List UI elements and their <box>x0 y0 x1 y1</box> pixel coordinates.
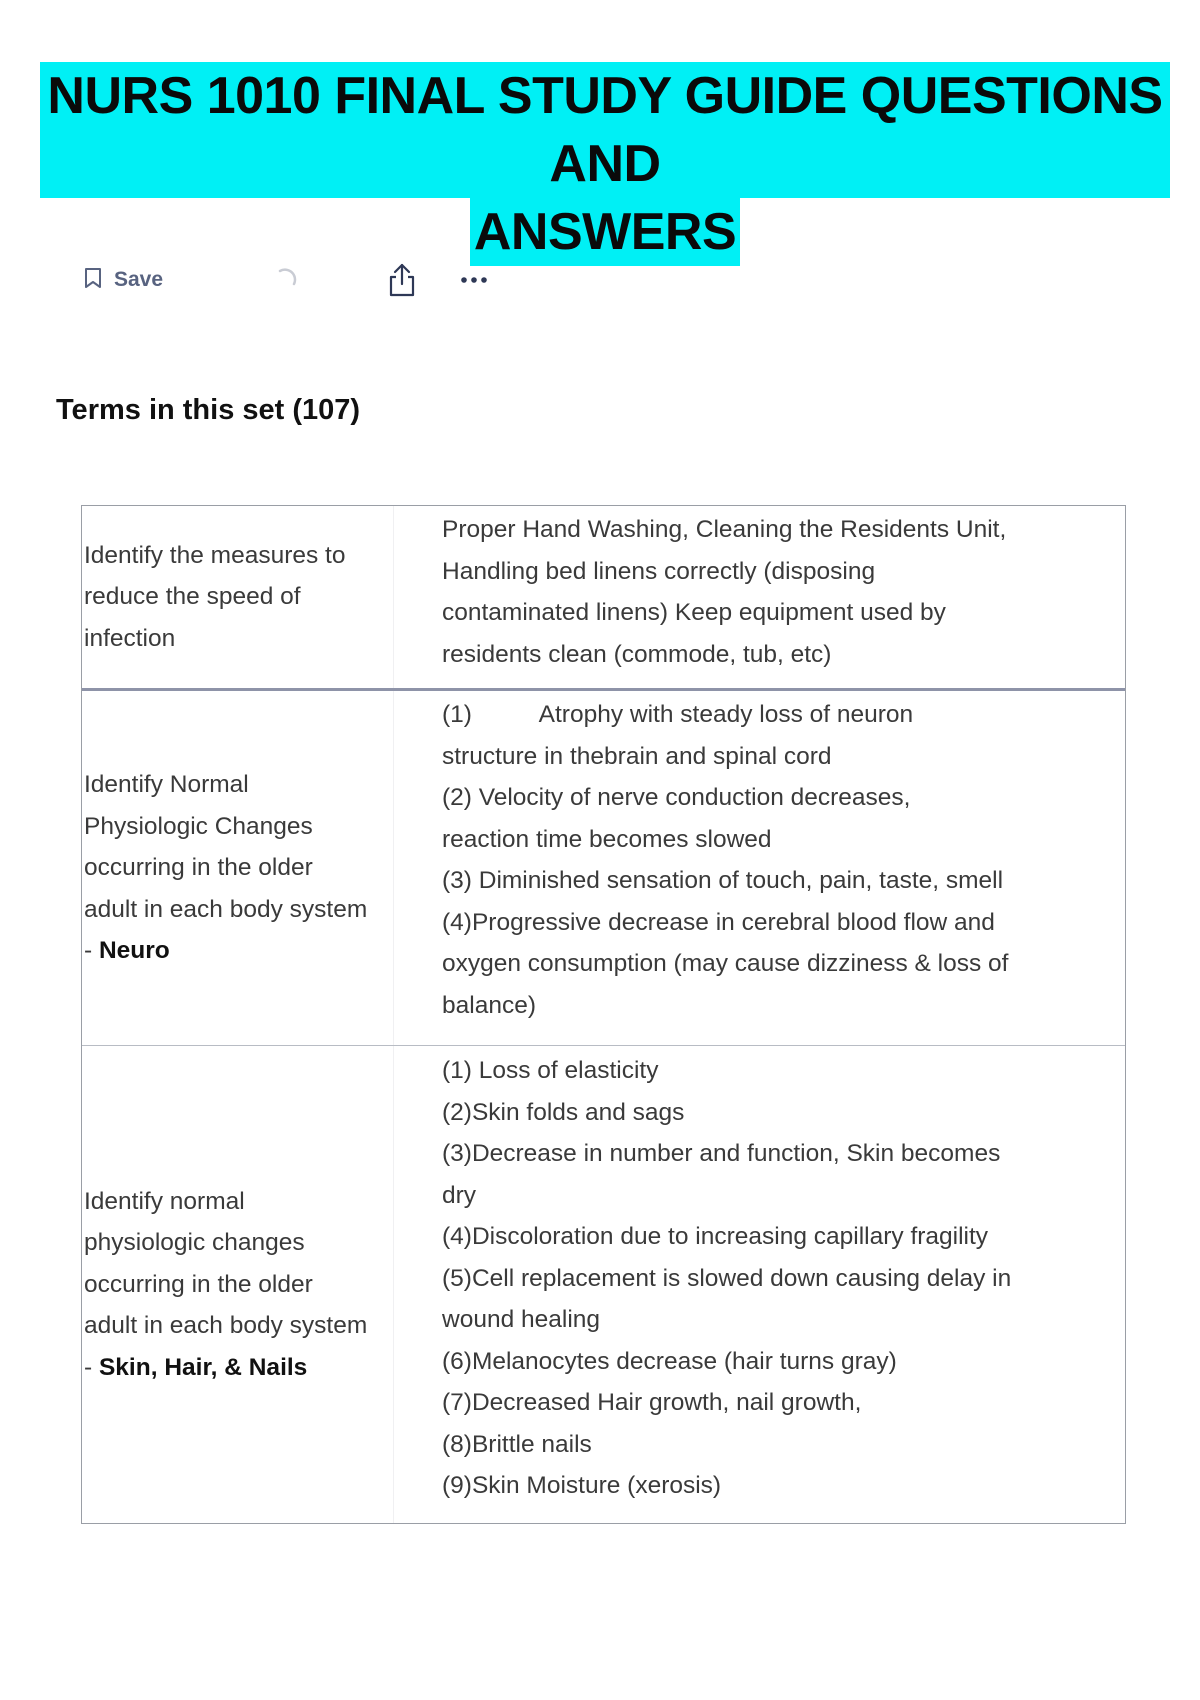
definition-line: structure in thebrain and spinal cord <box>442 742 832 770</box>
term-text-line: reduce the speed of <box>84 583 301 611</box>
terms-heading: Terms in this set (107) <box>56 394 361 426</box>
term-text-line: occurring in the older <box>84 1270 313 1298</box>
term-cell <box>82 691 394 1045</box>
definition-line: (3) Diminished sensation of touch, pain, taste, smell <box>442 867 1004 894</box>
set-toolbar <box>84 262 514 298</box>
save-button[interactable] <box>84 262 163 298</box>
definition-line: wound healing <box>442 1306 601 1333</box>
terms-table <box>81 505 1126 1524</box>
term-text-line: infection <box>84 624 176 652</box>
definition-line: (4)Discoloration due to increasing capillary fragility <box>442 1223 989 1250</box>
bookmark-icon <box>84 267 102 294</box>
term-text-line: adult in each body system <box>84 895 368 923</box>
share-icon[interactable] <box>386 262 418 298</box>
term-cell <box>82 506 394 688</box>
term-text-line: Identify normal <box>84 1187 245 1215</box>
definition-line: (1) Atrophy with steady loss of neuron <box>442 701 914 728</box>
definition-line: (5)Cell replacement is slowed down causing delay in <box>442 1264 1012 1292</box>
more-icon[interactable] <box>456 262 492 298</box>
definition-line: (4)Progressive decrease in cerebral blood flow and <box>442 908 995 936</box>
document-title <box>40 62 1170 266</box>
term-row <box>82 1046 1125 1523</box>
save-label: Save <box>114 268 164 291</box>
term-row <box>82 691 1125 1046</box>
definition-line: Handling bed linens correctly (disposing <box>442 557 876 585</box>
definition-line: oxygen consumption (may cause dizziness & loss of <box>442 950 1009 977</box>
term-category-label: Skin, Hair, & Nails <box>98 1353 308 1381</box>
definition-cell <box>394 1046 1125 1523</box>
definition-line: (9)Skin Moisture (xerosis) <box>442 1472 722 1499</box>
definition-cell <box>394 691 1125 1045</box>
term-text-line: physiologic changes <box>84 1229 305 1257</box>
definition-line: contaminated linens) Keep equipment used by <box>442 599 946 626</box>
definition-line: (1) Loss of elasticity <box>442 1057 659 1084</box>
term-category <box>84 930 393 972</box>
term-category <box>84 1347 393 1389</box>
loading-spinner-icon <box>272 267 298 293</box>
term-text-line: occurring in the older <box>84 854 313 882</box>
term-text-line: Identify Normal <box>84 771 249 799</box>
definition-line: (8)Brittle nails <box>442 1430 592 1458</box>
definition-line: (2) Velocity of nerve conduction decreases, <box>442 784 911 811</box>
definition-line: residents clean (commode, tub, etc) <box>442 640 832 668</box>
definition-line: balance) <box>442 991 536 1019</box>
definition-line: (3)Decrease in number and function, Skin becomes <box>442 1140 1001 1167</box>
term-text-line: adult in each body system <box>84 1312 368 1340</box>
term-dash: - <box>84 937 99 965</box>
definition-line: Proper Hand Washing, Cleaning the Residents Unit, <box>442 516 1007 543</box>
definition-line: dry <box>442 1181 477 1209</box>
term-text-line: Physiologic Changes <box>84 812 313 840</box>
definition-line: (6)Melanocytes decrease (hair turns gray) <box>442 1347 897 1375</box>
term-dash: - <box>84 1353 99 1381</box>
term-row <box>82 506 1125 691</box>
title-line-2: ANSWERS <box>470 198 740 266</box>
definition-line: (2)Skin folds and sags <box>442 1098 685 1126</box>
term-category-label: Neuro <box>98 937 170 965</box>
term-text-line: Identify the measures to <box>84 541 346 569</box>
definition-line: reaction time becomes slowed <box>442 825 772 853</box>
definition-cell <box>394 506 1125 688</box>
title-line-1: NURS 1010 FINAL STUDY GUIDE QUESTIONS AND <box>40 62 1170 198</box>
term-cell <box>82 1046 394 1523</box>
definition-line: (7)Decreased Hair growth, nail growth, <box>442 1389 862 1416</box>
